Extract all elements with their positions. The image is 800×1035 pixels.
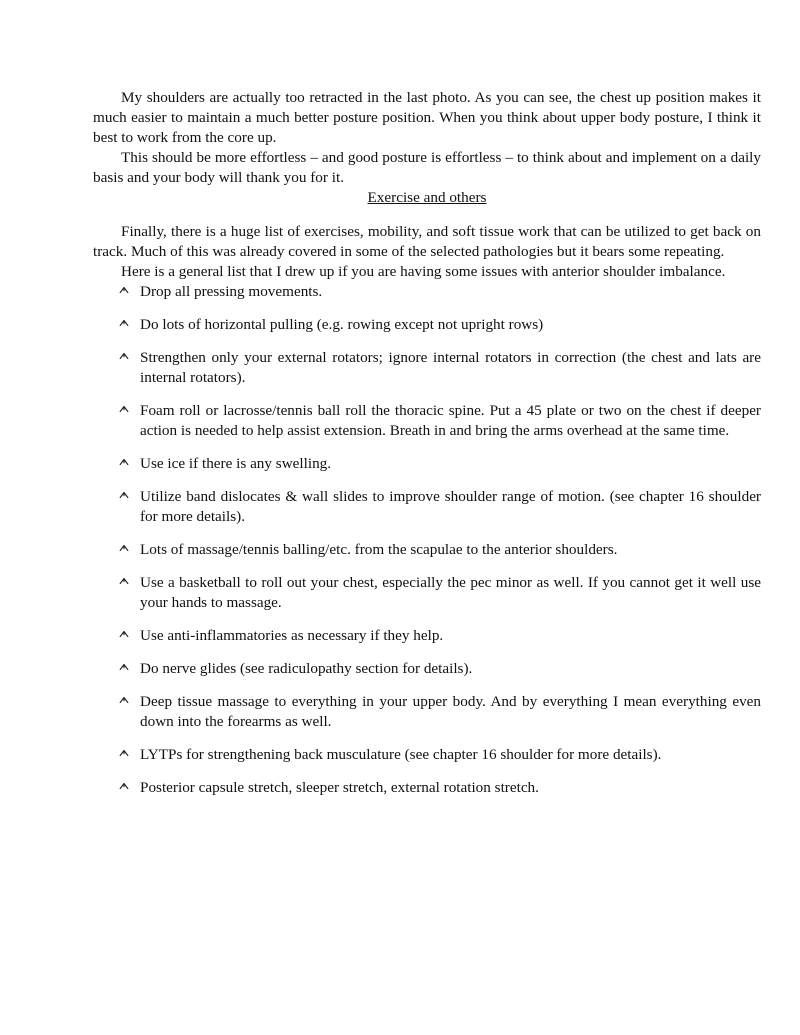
- list-item: [93, 626, 761, 646]
- arrowhead-bullet-icon: [117, 573, 131, 589]
- list-item: [93, 487, 761, 527]
- list-item-text: Deep tissue massage to everything in your upper body. And by everything I mean everything even down into the forearms as well.: [140, 693, 761, 730]
- arrowhead-bullet-icon: [117, 348, 131, 364]
- paragraph-posture-photo: My shoulders are actually too retracted in the last photo. As you can see, the chest up position makes it much easier to maintain a much better posture position. When you think about upper body posture, I think it best to work from the core up.: [93, 89, 761, 146]
- list-item-text: Drop all pressing movements.: [140, 283, 323, 300]
- list-item: [93, 692, 761, 732]
- arrowhead-bullet-icon: [117, 282, 131, 298]
- arrowhead-bullet-icon: [117, 401, 131, 417]
- list-item: [93, 659, 761, 679]
- list-item: [93, 454, 761, 474]
- list-item-text: LYTPs for strengthening back musculature (see chapter 16 shoulder for more details).: [140, 746, 662, 763]
- arrowhead-bullet-icon: [117, 778, 131, 794]
- exercise-list: [93, 282, 761, 798]
- arrowhead-bullet-icon: [117, 540, 131, 556]
- paragraph-effortless-posture: This should be more effortless – and good posture is effortless – to think about and implement on a daily basis and your body will thank you for it.: [93, 149, 761, 186]
- paragraph-exercise-intro: Finally, there is a huge list of exercises, mobility, and soft tissue work that can be utilized to get back on track. Much of this was already covered in some of the selected pathologies but it bears some repeating.: [93, 223, 761, 260]
- list-item: [93, 282, 761, 302]
- arrowhead-bullet-icon: [117, 745, 131, 761]
- list-item: [93, 540, 761, 560]
- paragraph-list-intro: Here is a general list that I drew up if you are having some issues with anterior shoulder imbalance.: [121, 263, 726, 280]
- list-item-text: Use anti-inflammatories as necessary if they help.: [140, 627, 444, 644]
- list-item-text: Foam roll or lacrosse/tennis ball roll the thoracic spine. Put a 45 plate or two on the chest if deeper action is needed to help assist extension. Breath in and bring the arms overhead at the same time.: [140, 402, 761, 439]
- arrowhead-bullet-icon: [117, 487, 131, 503]
- arrowhead-bullet-icon: [117, 315, 131, 331]
- list-item-text: Lots of massage/tennis balling/etc. from the scapulae to the anterior shoulders.: [140, 541, 618, 558]
- list-item-text: Utilize band dislocates & wall slides to improve shoulder range of motion. (see chapter 16 shoulder for more details).: [140, 488, 761, 525]
- list-item-text: Use ice if there is any swelling.: [140, 455, 332, 472]
- list-item: [93, 315, 761, 335]
- list-item: [93, 348, 761, 388]
- list-item-text: Do nerve glides (see radiculopathy section for details).: [140, 660, 473, 677]
- list-item: [93, 778, 761, 798]
- document-page: [93, 88, 761, 811]
- arrowhead-bullet-icon: [117, 454, 131, 470]
- arrowhead-bullet-icon: [117, 659, 131, 675]
- list-item-text: Strengthen only your external rotators; ignore internal rotators in correction (the chest and lats are internal rotators).: [140, 349, 761, 386]
- list-item: [93, 745, 761, 765]
- list-item-text: Do lots of horizontal pulling (e.g. rowing except not upright rows): [140, 316, 544, 333]
- arrowhead-bullet-icon: [117, 626, 131, 642]
- list-item: [93, 573, 761, 613]
- section-heading: Exercise and others: [367, 189, 487, 206]
- list-item-text: Use a basketball to roll out your chest, especially the pec minor as well. If you cannot get it well use your hands to massage.: [140, 574, 761, 611]
- arrowhead-bullet-icon: [117, 692, 131, 708]
- list-item-text: Posterior capsule stretch, sleeper stretch, external rotation stretch.: [140, 779, 539, 796]
- list-item: [93, 401, 761, 441]
